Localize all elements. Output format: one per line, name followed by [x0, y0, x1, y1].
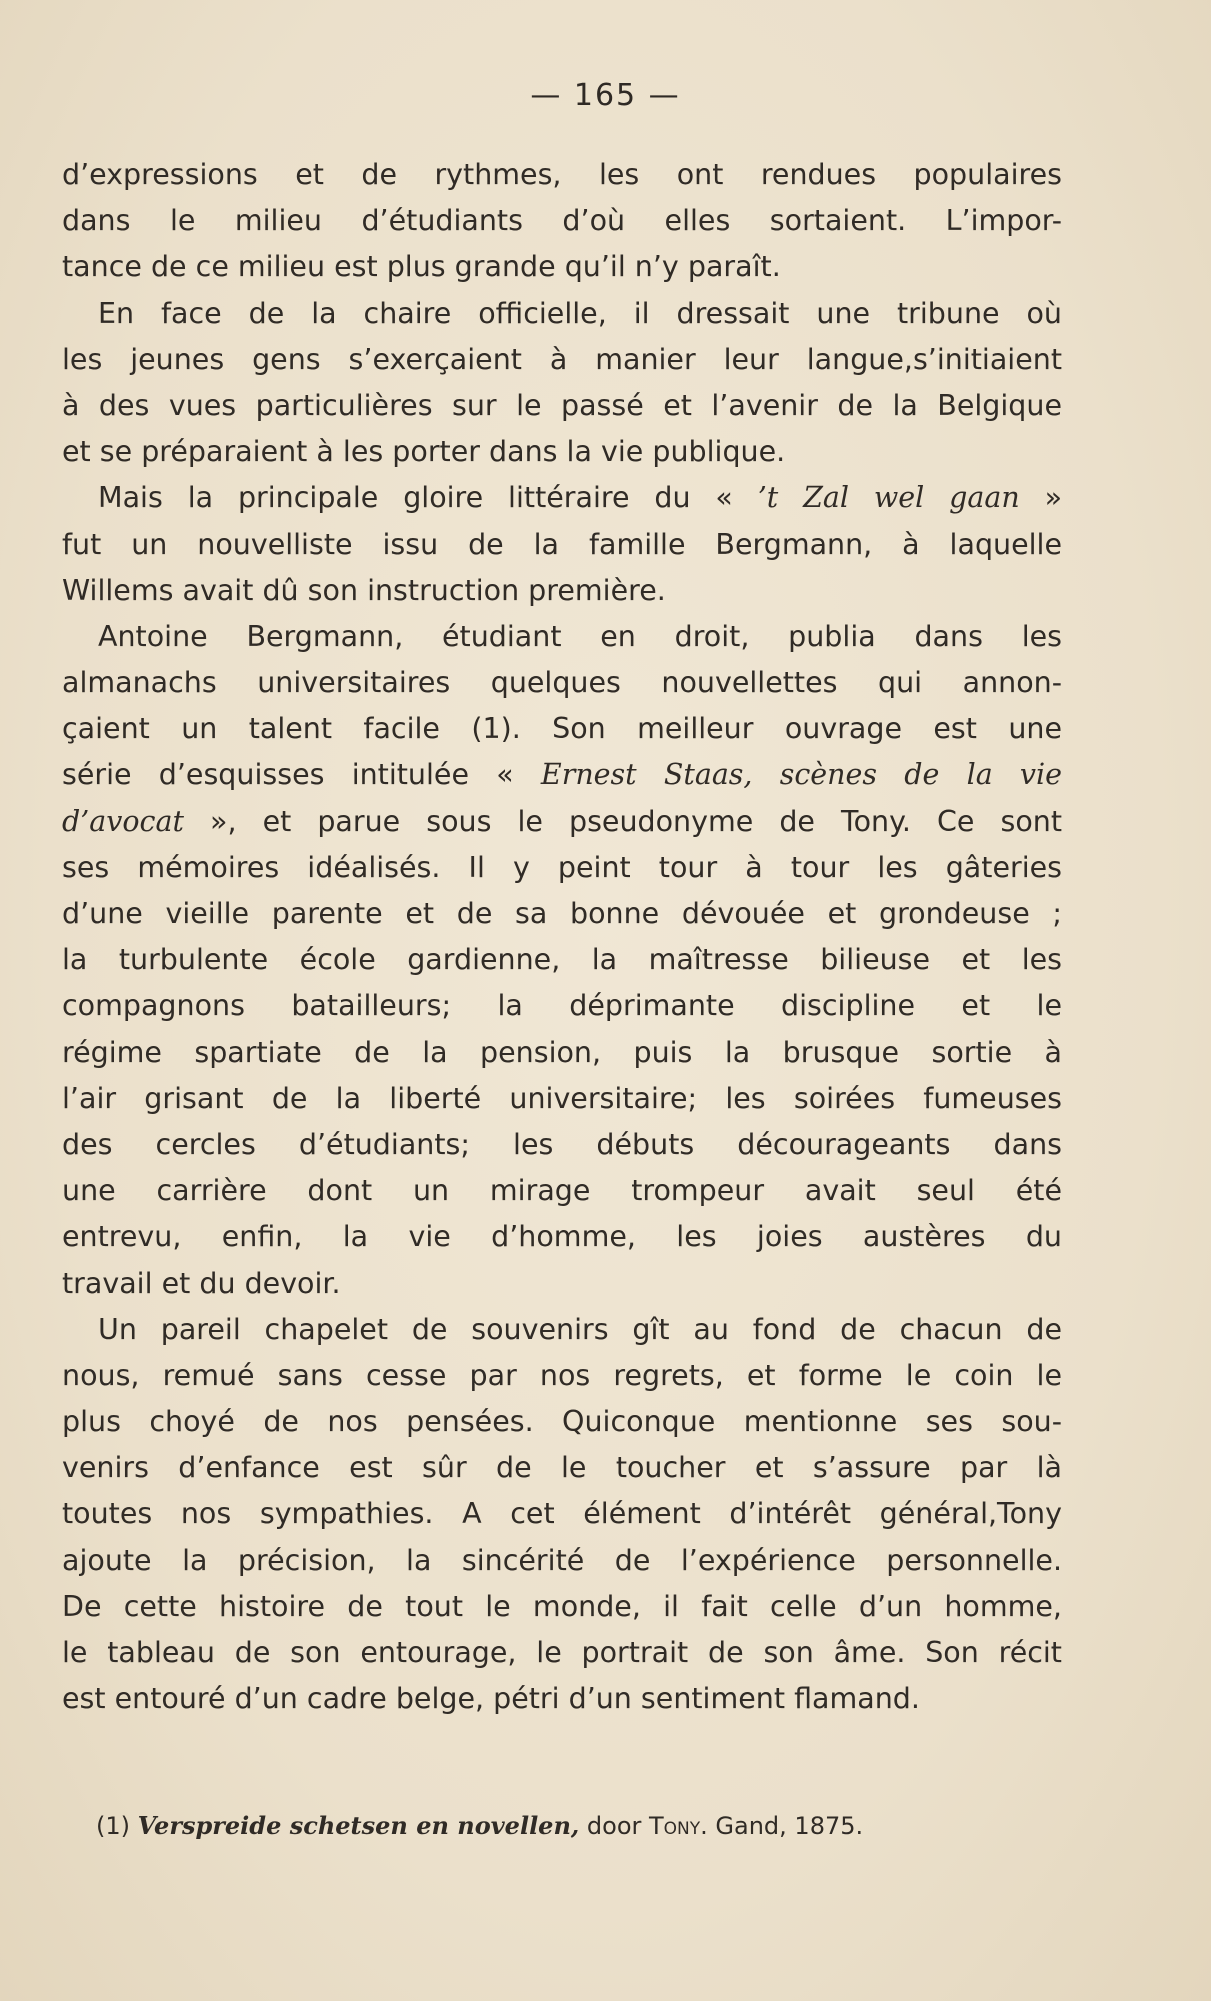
text-line: dans le milieu d’étudiants d’où elles sortaient. L’impor- — [62, 204, 1062, 238]
text-line: le tableau de son entourage, le portrait de son âme. Son récit — [62, 1636, 1062, 1669]
text-line: les jeunes gens s’exerçaient à manier leur langue,s’initiaient — [62, 342, 1062, 376]
text-line: Un pareil chapelet de souvenirs gît au fond de chacun de — [98, 1312, 1062, 1346]
paragraph — [62, 152, 1062, 291]
text-line: une carrière dont un mirage trompeur avait seul été — [62, 1174, 1062, 1208]
text-line: est entouré d’un cadre belge, pétri d’un sentiment flamand. — [62, 1682, 920, 1716]
footnote-middle: door — [579, 1812, 649, 1840]
footnote-title: Verspreide schetsen en novellen, — [137, 1811, 580, 1840]
text-line: entrevu, enfin, la vie d’homme, les joies austères du — [62, 1220, 1062, 1254]
page-number: — 165 — — [530, 78, 681, 113]
text-line: plus choyé de nos pensées. Quiconque mentionne ses sou- — [62, 1405, 1062, 1439]
text-line: De cette histoire de tout le monde, il fait celle d’un homme, — [62, 1589, 1062, 1623]
text-line: à des vues particulières sur le passé et l’avenir de la Belgique — [62, 388, 1062, 422]
text-line: d’une vieille parente et de sa bonne dévouée et grondeuse ; — [62, 897, 1062, 930]
text-segment: série d’esquisses intitulée « — [62, 758, 541, 792]
text-line: venirs d’enfance est sûr de le toucher et s’assure par là — [62, 1451, 1062, 1485]
text-line: et se préparaient à les porter dans la vie publique. — [62, 435, 786, 469]
text-line: toutes nos sympathies. A cet élément d’intérêt général,Tony — [62, 1497, 1062, 1531]
text-line — [62, 752, 1062, 798]
text-line: des cercles d’étudiants; les débuts décourageants dans — [62, 1127, 1062, 1161]
text-segment: », et parue sous le pseudonyme de Tony. Ce sont — [183, 804, 1062, 838]
text-line: régime spartiate de la pension, puis la brusque sortie à — [62, 1035, 1062, 1069]
text-line — [62, 475, 1062, 521]
text-line: fut un nouvelliste issu de la famille Bergmann, à laquelle — [62, 527, 1062, 561]
text-line: tance de ce milieu est plus grande qu’il n’y paraît. — [62, 250, 781, 284]
italic-title: Ernest Staas, scènes de la vie — [540, 758, 1062, 792]
footnote-marker: (1) — [96, 1812, 138, 1840]
text-line: En face de la chaire officielle, il dressait une tribune où — [98, 296, 1062, 330]
text-segment: Mais la principale gloire littéraire du « — [98, 481, 758, 515]
footnote-author: Tony — [649, 1812, 701, 1840]
text-line: almanachs universitaires quelques nouvellettes qui annon- — [62, 666, 1062, 700]
italic-title: ’t Zal wel gaan — [757, 481, 1020, 515]
text-line: ses mémoires idéalisés. Il y peint tour à tour les gâteries — [62, 850, 1062, 884]
italic-title: d’avocat — [62, 804, 184, 838]
text-line: çaient un talent facile (1). Son meilleur ouvrage est une — [62, 712, 1062, 746]
paragraph — [62, 614, 1062, 1307]
text-line — [62, 799, 1062, 845]
text-line: l’air grisant de la liberté universitaire; les soirées fumeuses — [62, 1081, 1062, 1115]
text-line: Willems avait dû son instruction première. — [62, 573, 666, 607]
paragraph — [62, 291, 1062, 476]
text-line: Antoine Bergmann, étudiant en droit, publia dans les — [98, 619, 1062, 653]
text-line: compagnons batailleurs; la déprimante discipline et le — [62, 989, 1062, 1023]
text-line: d’expressions et de rythmes, les ont rendues populaires — [62, 158, 1062, 191]
text-line: la turbulente école gardienne, la maîtresse bilieuse et les — [62, 943, 1062, 977]
text-line: ajoute la précision, la sincérité de l’expérience personnelle. — [62, 1543, 1062, 1577]
footnote-tail: . Gand, 1875. — [700, 1812, 864, 1840]
text-segment: » — [1019, 481, 1062, 515]
body-text — [62, 152, 1062, 1722]
paragraph — [62, 1307, 1062, 1723]
paragraph — [62, 475, 1062, 614]
text-line: nous, remué sans cesse par nos regrets, et forme le coin le — [62, 1358, 1062, 1392]
footnote — [96, 1809, 1056, 1843]
text-line: travail et du devoir. — [62, 1266, 341, 1300]
